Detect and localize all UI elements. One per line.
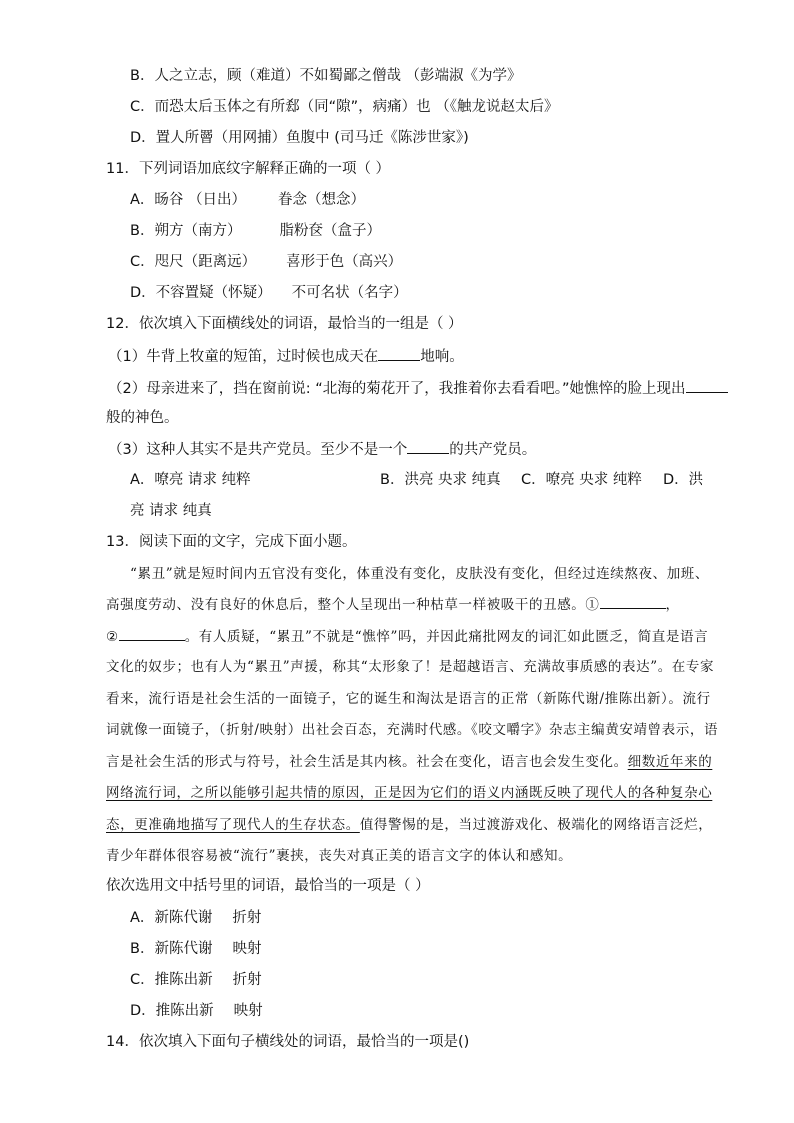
q12-sentence-2-cont: 般的神色。 <box>106 410 179 426</box>
q12-blank-2 <box>686 378 728 393</box>
q11-option-c <box>130 252 402 272</box>
passage-blank-2-marker: ② <box>106 629 119 645</box>
passage-underlined-1: 细数近年来的 <box>627 754 713 770</box>
q11-a-word1: A．旸谷 （日出） <box>130 192 247 208</box>
q11-d-word2: 不可名状（名字） <box>291 285 408 301</box>
q13-option-b <box>130 939 261 959</box>
q13-option-c <box>130 970 262 990</box>
q11-option-d <box>130 283 408 303</box>
q12-blank-3 <box>407 439 449 454</box>
q13-a-word1: A．新陈代谢 <box>130 910 213 926</box>
q12-stem: 12．依次填入下面横线处的词语，最恰当的一组是（ ） <box>106 316 463 332</box>
q12-s1-text: （1）牛背上牧童的短笛，过时候也成天在 <box>108 349 379 365</box>
passage-line-1: “累丑”就是短时间内五官没有变化，体重没有变化，皮肤没有变化，但经过连续熬夜、加班、 <box>130 566 710 582</box>
q13-c-word1: C．推陈出新 <box>130 972 213 988</box>
passage-line-5: 看来，流行语是社会生活的一面镜子，它的诞生和淘汰是语言的正常（新陈代谢/推陈出新）。流行 <box>106 691 711 707</box>
passage-line-2-end: ， <box>665 597 680 613</box>
q13-sub-stem: 依次选用文中括号里的词语，最恰当的一项是（ ） <box>106 878 430 894</box>
q12-option-d-cont: 亮 请求 纯真 <box>130 503 212 519</box>
q13-b-word1: B．新陈代谢 <box>130 941 213 957</box>
q12-option-d: D．洪 <box>663 472 704 488</box>
q13-b-word2: 映射 <box>232 941 262 957</box>
q13-d-word1: D．推陈出新 <box>130 1003 214 1019</box>
q11-b-word2: 脂粉奁（盒子） <box>279 223 381 239</box>
q11-option-b <box>130 221 381 241</box>
passage-blank-1 <box>600 594 666 609</box>
q13-c-word2: 折射 <box>232 972 262 988</box>
q13-stem: 13．阅读下面的文字，完成下面小题。 <box>106 534 357 550</box>
passage-underlined-3: 态，更准确地描写了现代人的生存状态。 <box>106 817 360 833</box>
q12-option-b: B．洪亮 央求 纯真 <box>380 472 501 488</box>
q11-d-word1: D．不容置疑（怀疑） <box>130 285 272 301</box>
q13-d-word2: 映射 <box>233 1003 263 1019</box>
q12-s1-end: 地响。 <box>420 349 464 365</box>
passage-line-9-text: 值得警惕的是，当过渡游戏化、极端化的网络语言泛烂， <box>359 817 713 833</box>
q10-option-d: D．置人所罾（用网捕）鱼腹中 (司马迁《陈涉世家》) <box>130 130 469 146</box>
passage-line-3-text: 。有人质疑，“累丑”不就是“憔悴”吗，并因此痛批网友的词汇如此匮乏，简直是语言 <box>184 629 709 645</box>
passage-line-4: 文化的奴步；也有人为“累丑”声援，称其“太形象了！是超越语言、充满故事质感的表达”。在专家 <box>106 659 715 675</box>
q11-c-word1: C．咫尺（距离远） <box>130 254 257 270</box>
passage-line-3 <box>106 626 708 647</box>
passage-line-7 <box>106 752 712 772</box>
passage-blank-2 <box>119 626 185 641</box>
q13-option-d <box>130 1001 263 1021</box>
passage-line-10: 青少年群体很容易被“流行”裹挟，丧失对真正美的语言文字的体认和感知。 <box>106 848 573 864</box>
q10-option-c: C．而恐太后玉体之有所郄（同“隙”，病痛）也 （《触龙说赵太后》 <box>130 99 559 115</box>
passage-underlined-2: 网络流行词，之所以能够引起共情的原因，正是因为它们的语义内涵既反映了现代人的各种复杂心 <box>106 785 713 801</box>
q12-sentence-1 <box>108 346 464 367</box>
q12-option-c: C．嘹亮 央求 纯粹 <box>521 472 642 488</box>
q11-c-word2: 喜形于色（高兴） <box>286 254 403 270</box>
q11-option-a <box>130 190 365 210</box>
passage-line-7-text: 言是社会生活的形式与符号，社会生活是其内核。社会在变化，语言也会发生变化。 <box>106 754 628 770</box>
q12-s3-end: 的共产党员。 <box>449 442 537 458</box>
q11-a-word2: 眷念（想念） <box>278 192 366 208</box>
q11-stem: 11．下列词语加底纹字解释正确的一项（ ） <box>106 161 391 177</box>
q13-option-a <box>130 908 261 928</box>
q12-s3-text: （3）这种人其实不是共产党员。至少不是一个 <box>108 442 408 458</box>
passage-line-2 <box>106 594 680 615</box>
q14-stem: 14．依次填入下面句子横线处的词语，最恰当的一项是() <box>106 1034 470 1050</box>
q11-b-word1: B．朔方（南方） <box>130 223 242 239</box>
q13-a-word2: 折射 <box>232 910 262 926</box>
q12-sentence-3 <box>108 439 536 460</box>
q10-option-b: B．人之立志，顾（难道）不如蜀鄙之僧哉 （彭端淑《为学》 <box>130 68 522 84</box>
q12-sentence-2 <box>108 378 728 399</box>
passage-line-2-text: 高强度劳动、没有良好的休息后，整个人呈现出一种枯草一样被吸干的丑感。① <box>106 597 600 613</box>
q12-option-a: A．嘹亮 请求 纯粹 <box>130 472 251 488</box>
q12-blank-1 <box>378 346 420 361</box>
passage-line-6: 词就像一面镜子，（折射/映射）出社会百态，充满时代感。《咬文嚼字》杂志主编黄安靖曾表示，语 <box>106 722 719 738</box>
passage-line-9 <box>106 815 712 835</box>
q12-s2-text: （2）母亲进来了，挡在窗前说: “北海的菊花开了，我推着你去看看吧。”她憔悴的脸上现出 <box>108 381 686 397</box>
